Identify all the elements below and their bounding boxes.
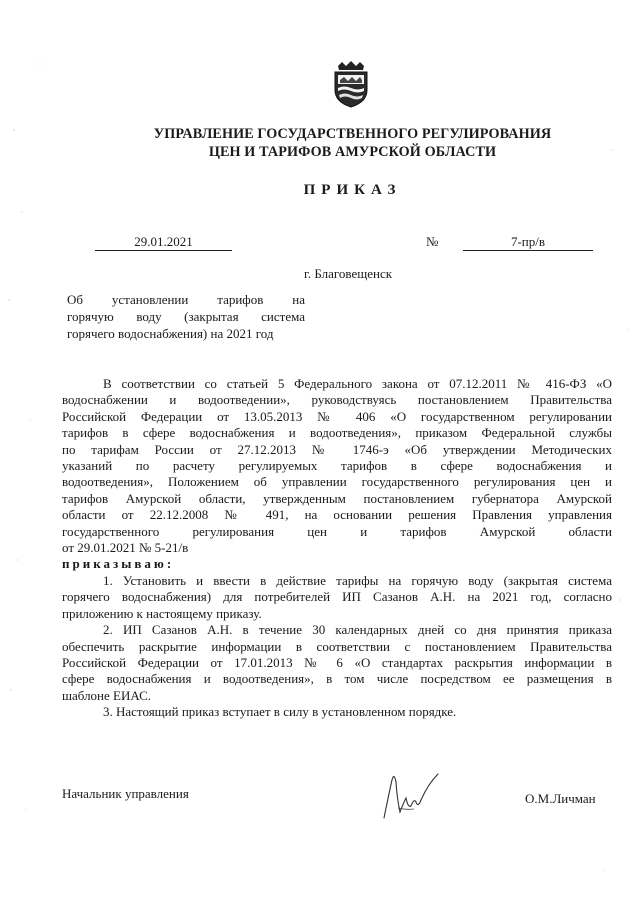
item-line: сфере водоснабжения и водоотведения», в том числе посредством ее размещения в — [62, 671, 612, 687]
coat-of-arms-icon — [330, 60, 372, 108]
document-type-title: ПРИКАЗ — [303, 182, 402, 198]
subject-line: горячего водоснабжения) на 2021 год — [67, 326, 274, 341]
preamble-line: указаний по расчету регулируемых тарифов в сфере водоснабжения и — [62, 458, 612, 474]
preamble-line: государственного регулирования цен и тарифов Амурской области — [62, 523, 612, 539]
document-date: 29.01.2021 — [95, 234, 232, 251]
city-name: г. Благовещенск — [304, 266, 393, 281]
subject-line: горячую воду (закрытая система — [67, 309, 305, 324]
preamble-line: водоснабжении и водоотведении», руководствуясь постановлением Правительства — [62, 392, 612, 408]
preamble-line: тарифов в сфере водоснабжения и водоотведения», приказом Федеральной службы — [62, 425, 612, 441]
resolve-heading: приказываю: — [62, 556, 175, 572]
item-line: горячего водоснабжения) для потребителей ИП Сазанов А.Н. на 2021 год, согласно — [62, 589, 612, 605]
item-line: 2. ИП Сазанов А.Н. в течение 30 календарных дней со дня принятия приказа — [103, 622, 612, 638]
preamble-line: В соответствии со статьей 5 Федерального закона от 07.12.2011 № 416-ФЗ «О — [103, 376, 612, 391]
item-line: приложению к настоящему приказу. — [62, 605, 262, 621]
subject-line: Об установлении тарифов на — [67, 292, 305, 307]
item-line: 3. Настоящий приказ вступает в силу в установленном порядке. — [103, 704, 457, 720]
item-line: обеспечить раскрытие информации в соответствии с постановлением Правительства — [62, 638, 612, 654]
preamble-line: по тарифам России от 27.12.2013 № 1746-э «Об утверждении Методических — [62, 441, 612, 457]
handwritten-signature — [378, 768, 448, 826]
preamble-line: водоотведения», Положением об управлении государственного регулирования цен и — [62, 474, 612, 490]
document-subject — [67, 291, 305, 342]
number-sign: № — [426, 234, 439, 249]
preamble-line: от 29.01.2021 № 5-21/в — [62, 540, 189, 556]
item-line: шаблоне ЕИАС. — [62, 687, 152, 703]
signatory-position: Начальник управления — [62, 786, 189, 801]
organization-line: ЦЕН И ТАРИФОВ АМУРСКОЙ ОБЛАСТИ — [208, 144, 497, 160]
preamble-line: тарифов Амурской области, утвержденным постановлением губернатора Амурской — [62, 490, 612, 506]
item-line: Российской Федерации от 17.01.2013 № 6 «О стандартах раскрытия информации в — [62, 654, 612, 670]
preamble-line: Российской Федерации от 13.05.2013 № 406 «О государственном регулировании — [62, 408, 612, 424]
preamble-line: области от 22.12.2008 № 491, на основании решения Правления управления — [62, 507, 612, 523]
document-number: 7-пр/в — [463, 234, 593, 251]
organization-line: УПРАВЛЕНИЕ ГОСУДАРСТВЕННОГО РЕГУЛИРОВАНИЯ — [153, 126, 552, 142]
document-body — [62, 376, 612, 721]
item-line: 1. Установить и ввести в действие тарифы на горячую воду (закрытая система — [103, 572, 612, 588]
signatory-name: О.М.Личман — [525, 791, 596, 806]
organization-name — [0, 125, 640, 161]
